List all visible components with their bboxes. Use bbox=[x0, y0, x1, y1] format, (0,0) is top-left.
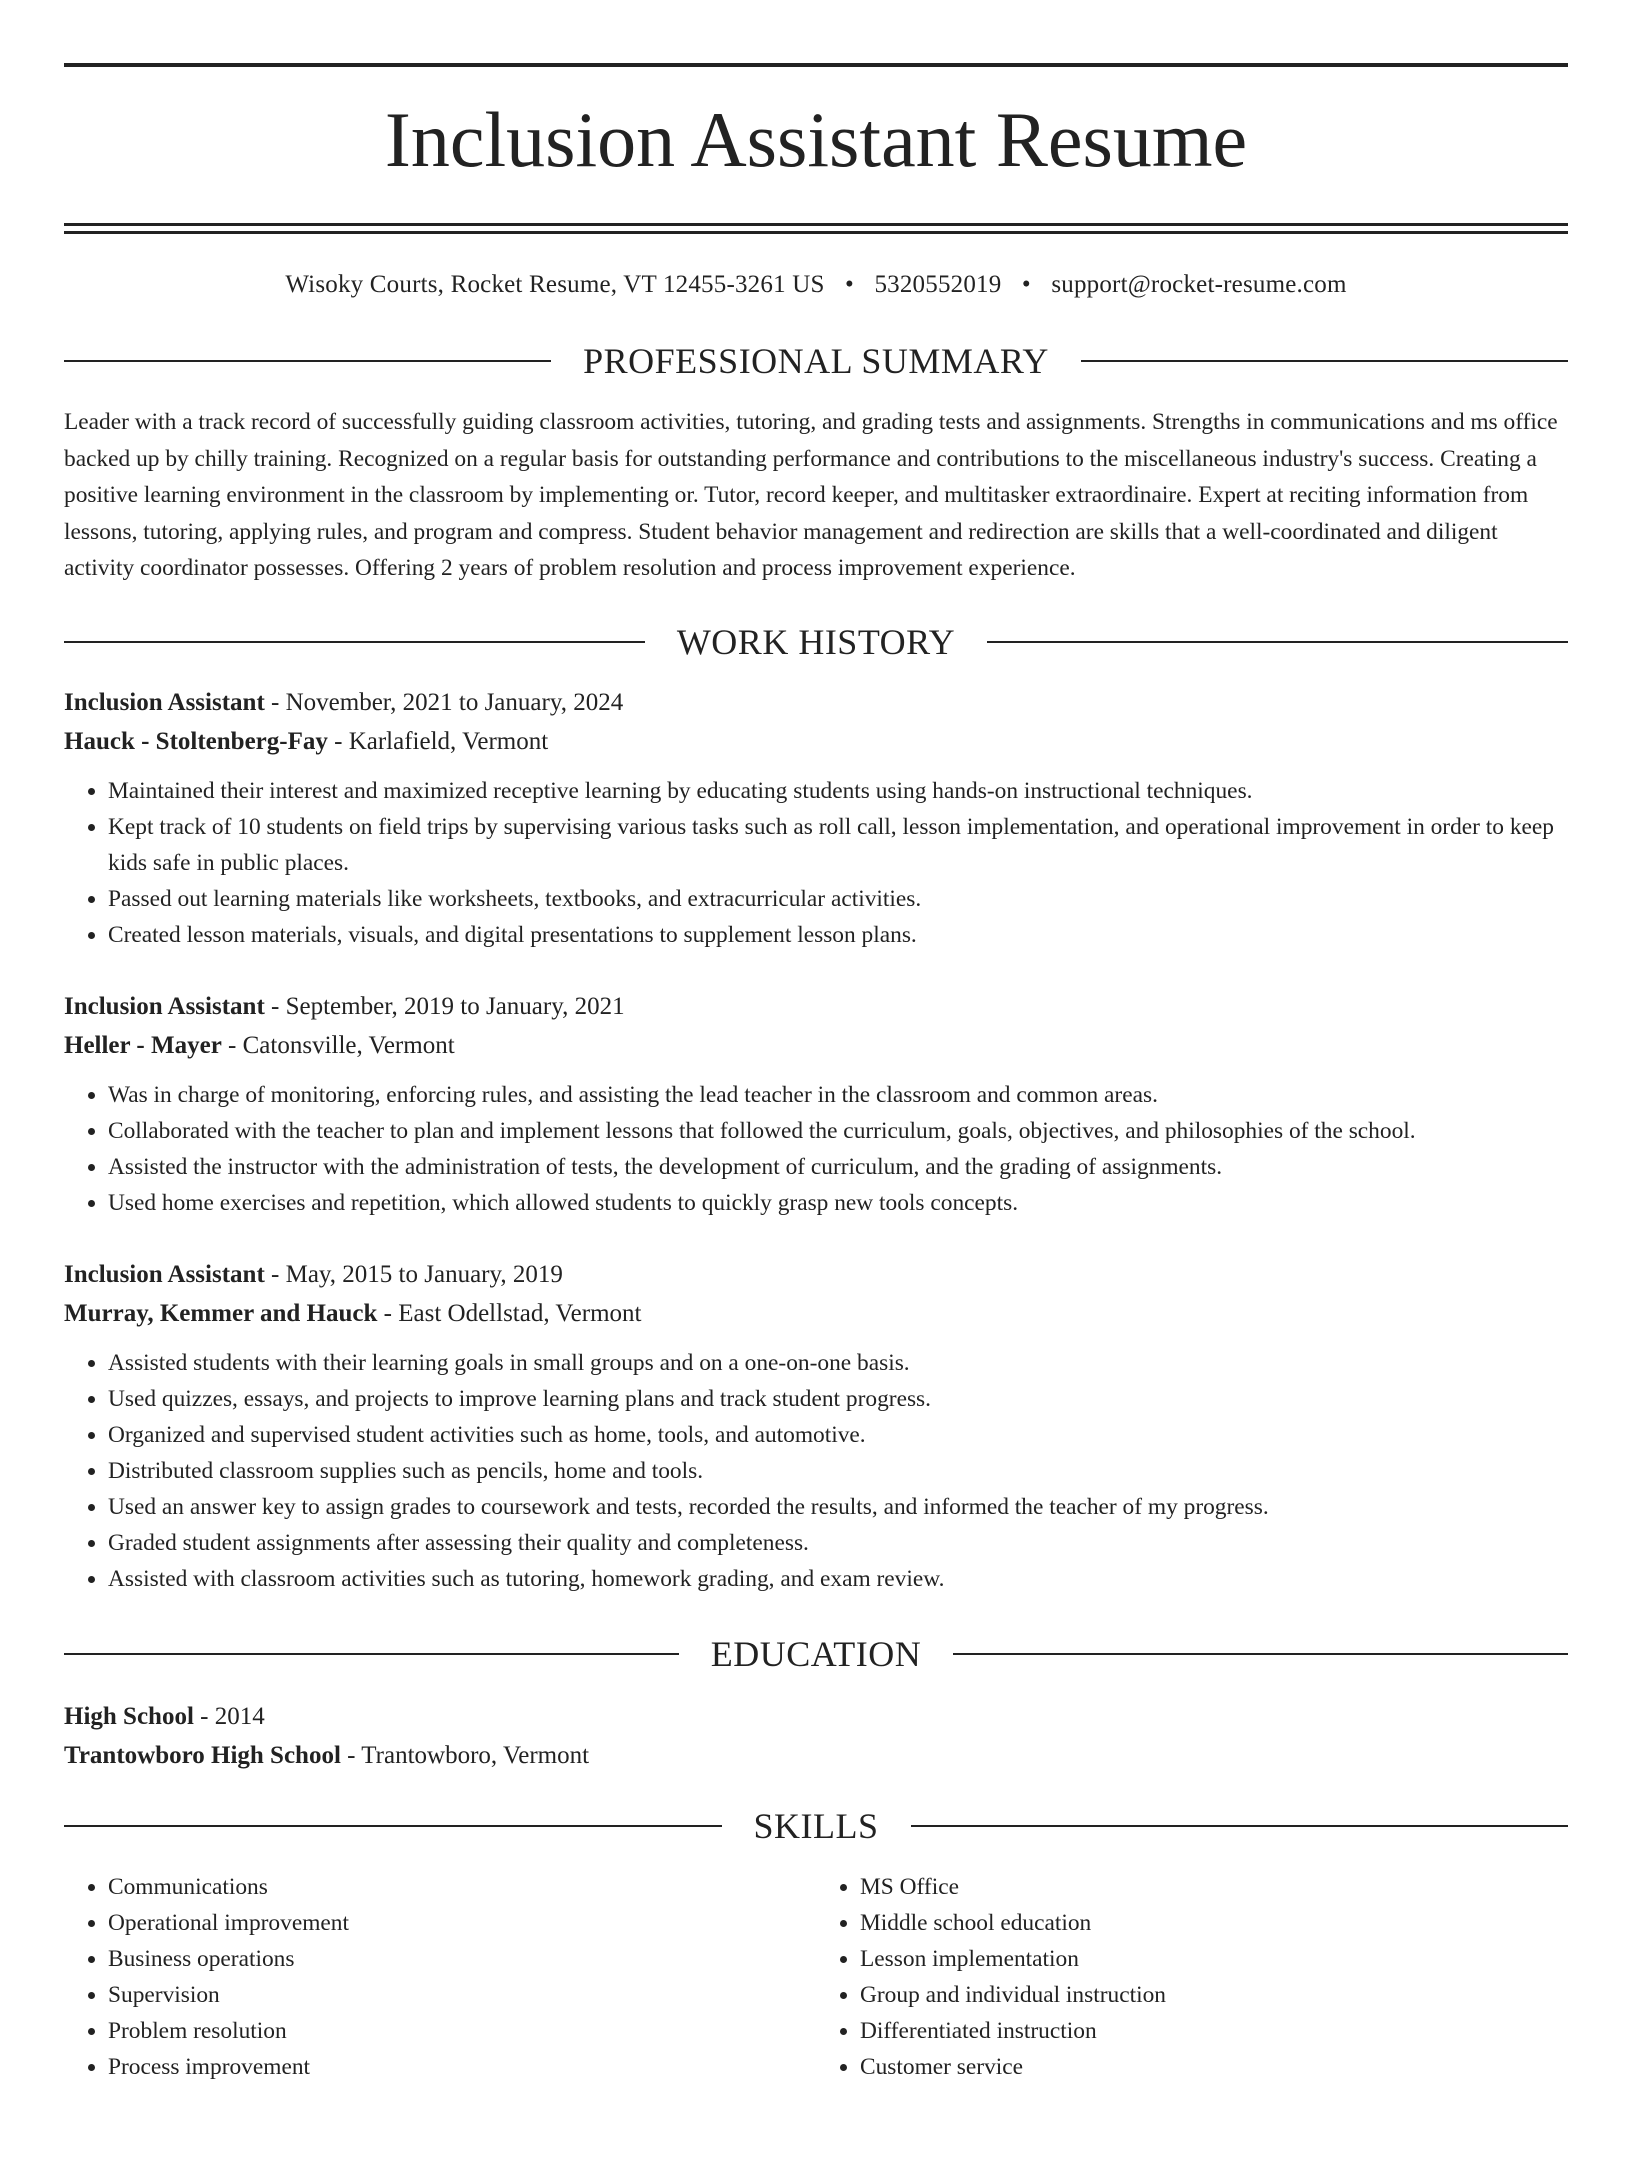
skill-item: • Process improvement bbox=[108, 2049, 816, 2085]
work-heading-row bbox=[64, 621, 1568, 663]
education-school-line bbox=[64, 1736, 1568, 1775]
job-bullet: • Kept track of 10 students on field trips by supervising various tasks such as roll call, lesson implementation, and operational improvement in order to keep kids safe in public places. bbox=[108, 809, 1568, 881]
skill-item: • Group and individual instruction bbox=[860, 1977, 1568, 2013]
job-bullets bbox=[64, 773, 1568, 953]
title-double-rule bbox=[64, 223, 1568, 234]
contact-separator: • bbox=[1021, 271, 1031, 298]
skill-item: • Middle school education bbox=[860, 1905, 1568, 1941]
job-bullet: • Assisted the instructor with the administration of tests, the development of curriculum, and the grading of assignments. bbox=[108, 1149, 1568, 1185]
skill-item: • Business operations bbox=[108, 1941, 816, 1977]
education-heading: EDUCATION bbox=[710, 1633, 922, 1674]
job-dates: - May, 2015 to January, 2019 bbox=[264, 1260, 563, 1288]
job-title-line bbox=[64, 987, 1568, 1026]
contact-line bbox=[64, 270, 1568, 300]
contact-email: support@rocket-resume.com bbox=[1051, 271, 1347, 298]
skills-heading: SKILLS bbox=[753, 1805, 879, 1846]
skills-list-right bbox=[816, 1869, 1568, 2085]
heading-rule-left bbox=[64, 1825, 722, 1827]
skill-item: • Communications bbox=[108, 1869, 816, 1905]
heading-rule-left bbox=[64, 641, 645, 643]
job-bullets bbox=[64, 1345, 1568, 1597]
job-list bbox=[64, 683, 1568, 1597]
education-degree-line bbox=[64, 1697, 1568, 1736]
job-bullet: • Maintained their interest and maximized receptive learning by educating students using hands-on instructional techniques. bbox=[108, 773, 1568, 809]
skill-item: • MS Office bbox=[860, 1869, 1568, 1905]
education-location: - Trantowboro, Vermont bbox=[340, 1741, 590, 1769]
skills-heading-row bbox=[64, 1805, 1568, 1847]
job-bullets bbox=[64, 1077, 1568, 1221]
summary-heading: PROFESSIONAL SUMMARY bbox=[583, 341, 1049, 381]
job-bullet: • Passed out learning materials like worksheets, textbooks, and extracurricular activities. bbox=[108, 881, 1568, 917]
education-year: - 2014 bbox=[193, 1702, 265, 1730]
job-bullet: • Graded student assignments after assessing their quality and completeness. bbox=[108, 1525, 1568, 1561]
job-location: - Catonsville, Vermont bbox=[221, 1031, 455, 1059]
job-entry bbox=[64, 987, 1568, 1221]
job-bullet: • Distributed classroom supplies such as pencils, home and tools. bbox=[108, 1453, 1568, 1489]
skills-columns bbox=[64, 1869, 1568, 2085]
contact-phone: 5320552019 bbox=[874, 271, 1002, 298]
job-bullet: • Collaborated with the teacher to plan and implement lessons that followed the curriculum, goals, objectives, and philosophies of the school. bbox=[108, 1113, 1568, 1149]
job-entry bbox=[64, 683, 1568, 953]
top-rule bbox=[64, 63, 1568, 67]
work-heading: WORK HISTORY bbox=[676, 621, 956, 662]
job-location: - Karlafield, Vermont bbox=[327, 727, 549, 755]
job-title: Inclusion Assistant bbox=[64, 1260, 265, 1288]
heading-rule-right bbox=[987, 641, 1568, 643]
job-company-line bbox=[64, 1294, 1568, 1333]
skill-item: • Customer service bbox=[860, 2049, 1568, 2085]
job-dates: - September, 2019 to January, 2021 bbox=[264, 992, 625, 1020]
skill-item: • Problem resolution bbox=[108, 2013, 816, 2049]
job-bullet: • Assisted students with their learning goals in small groups and on a one-on-one basis. bbox=[108, 1345, 1568, 1381]
skill-item: • Differentiated instruction bbox=[860, 2013, 1568, 2049]
job-bullet: • Was in charge of monitoring, enforcing rules, and assisting the lead teacher in the classroom and common areas. bbox=[108, 1077, 1568, 1113]
job-entry bbox=[64, 1255, 1568, 1597]
skill-item: • Supervision bbox=[108, 1977, 816, 2013]
job-dates: - November, 2021 to January, 2024 bbox=[264, 688, 624, 716]
job-bullet: • Assisted with classroom activities such as tutoring, homework grading, and exam review. bbox=[108, 1561, 1568, 1597]
job-bullet: • Used home exercises and repetition, which allowed students to quickly grasp new tools concepts. bbox=[108, 1185, 1568, 1221]
job-title-line bbox=[64, 683, 1568, 722]
education-heading-row bbox=[64, 1633, 1568, 1675]
education-entry bbox=[64, 1697, 1568, 1775]
job-company: Hauck - Stoltenberg-Fay bbox=[64, 727, 328, 755]
job-company-line bbox=[64, 722, 1568, 761]
summary-text: Leader with a track record of successfully guiding classroom activities, tutoring, and grading tests and assignments. Strengths in communications and ms office backed up by chilly training. Recognized on a regular basis for outstanding performance and contributions to the miscellaneous industry's success. Creating a positive learning environment in the classroom by implementing or. Tutor, record keeper, and multitasker extraordinaire. Expert at reciting information from lessons, tutoring, applying rules, and program and compress. Student behavior management and redirection are skills that a well-coordinated and diligent activity coordinator possesses. Offering 2 years of problem resolution and process improvement experience. bbox=[64, 409, 1558, 581]
education-school: Trantowboro High School bbox=[64, 1741, 341, 1769]
job-company: Heller - Mayer bbox=[64, 1031, 222, 1059]
education-degree: High School bbox=[64, 1702, 194, 1730]
resume-title: Inclusion Assistant Resume bbox=[384, 96, 1248, 183]
heading-rule-left bbox=[64, 360, 551, 362]
heading-rule-right bbox=[1081, 360, 1568, 362]
summary-heading-row bbox=[64, 340, 1568, 382]
job-bullet: • Used an answer key to assign grades to coursework and tests, recorded the results, and informed the teacher of my progress. bbox=[108, 1489, 1568, 1525]
job-company-line bbox=[64, 1026, 1568, 1065]
job-title: Inclusion Assistant bbox=[64, 992, 265, 1020]
contact-address: Wisoky Courts, Rocket Resume, VT 12455-3261 US bbox=[285, 271, 825, 298]
job-bullet: • Organized and supervised student activities such as home, tools, and automotive. bbox=[108, 1417, 1568, 1453]
job-bullet: • Created lesson materials, visuals, and digital presentations to supplement lesson plans. bbox=[108, 917, 1568, 953]
resume-page bbox=[0, 63, 1632, 2175]
job-bullet: • Used quizzes, essays, and projects to improve learning plans and track student progress. bbox=[108, 1381, 1568, 1417]
heading-rule-right bbox=[911, 1825, 1569, 1827]
job-title: Inclusion Assistant bbox=[64, 688, 265, 716]
skill-item: • Operational improvement bbox=[108, 1905, 816, 1941]
job-title-line bbox=[64, 1255, 1568, 1294]
job-company: Murray, Kemmer and Hauck bbox=[64, 1299, 378, 1327]
skill-item: • Lesson implementation bbox=[860, 1941, 1568, 1977]
contact-separator: • bbox=[845, 271, 854, 298]
job-location: - East Odellstad, Vermont bbox=[377, 1299, 642, 1327]
heading-rule-left bbox=[64, 1653, 679, 1655]
skills-list-left bbox=[64, 1869, 816, 2085]
heading-rule-right bbox=[953, 1653, 1568, 1655]
